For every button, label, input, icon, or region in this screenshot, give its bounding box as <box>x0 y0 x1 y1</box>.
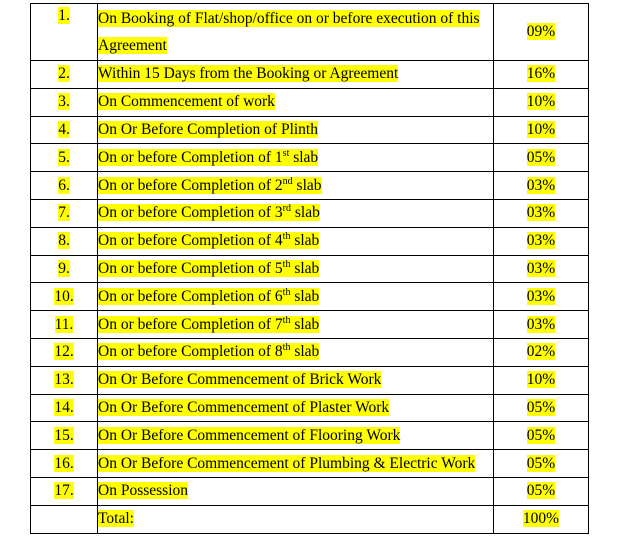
row-description <box>98 149 318 166</box>
row-description-cell <box>98 172 494 200</box>
row-percent-cell <box>494 255 589 283</box>
total-label-cell <box>98 505 494 533</box>
table-row <box>31 255 589 283</box>
row-percent: 10% <box>526 120 556 138</box>
payment-schedule-body <box>31 4 589 534</box>
row-number: 9. <box>58 259 70 277</box>
row-number-cell <box>31 172 98 200</box>
row-percent-cell <box>494 199 589 227</box>
row-description-cell <box>98 422 494 450</box>
table-row <box>31 366 589 394</box>
row-percent: 03% <box>526 259 556 277</box>
row-description-text: On or before Completion of 5 <box>98 259 283 277</box>
row-number: 13. <box>54 371 74 389</box>
row-description <box>98 343 319 360</box>
row-percent: 03% <box>526 232 556 250</box>
table-row <box>31 450 589 478</box>
row-percent: 10% <box>526 93 556 111</box>
row-number-cell <box>31 227 98 255</box>
table-row <box>31 227 589 255</box>
row-description-cell <box>98 283 494 311</box>
row-number-cell <box>31 61 98 89</box>
table-row <box>31 88 589 116</box>
row-number-cell <box>31 116 98 144</box>
row-percent: 16% <box>526 65 556 83</box>
row-number: 3. <box>58 93 70 111</box>
row-description <box>98 455 475 472</box>
row-description-cell <box>98 366 494 394</box>
table-row <box>31 283 589 311</box>
table-row <box>31 116 589 144</box>
row-number: 10. <box>54 287 74 305</box>
row-percent: 03% <box>526 204 556 222</box>
row-percent-cell <box>494 283 589 311</box>
row-description-suffix: slab <box>289 148 319 166</box>
row-description-suffix: slab <box>291 204 320 222</box>
table-row <box>31 422 589 450</box>
row-description-text: On Or Before Completion of Plinth <box>98 120 318 138</box>
row-number-cell <box>31 450 98 478</box>
row-number: 17. <box>54 482 74 500</box>
row-number-cell <box>31 4 98 61</box>
row-description-cell <box>98 4 494 61</box>
row-description <box>98 204 320 221</box>
table-row <box>31 4 589 61</box>
table-row <box>31 144 589 172</box>
row-percent-cell <box>494 144 589 172</box>
row-description-cell <box>98 477 494 505</box>
row-description-suffix: slab <box>290 343 320 361</box>
row-description <box>98 121 318 138</box>
row-number-cell <box>31 311 98 339</box>
total-percent: 100% <box>522 510 560 528</box>
row-percent: 10% <box>526 371 556 389</box>
row-description <box>98 288 319 305</box>
row-description-text: On Or Before Commencement of Brick Work <box>98 371 382 389</box>
row-description <box>98 177 322 194</box>
row-description-text: On Commencement of work <box>98 93 275 111</box>
row-percent-cell <box>494 450 589 478</box>
row-percent-cell <box>494 227 589 255</box>
row-description <box>98 10 480 54</box>
row-percent: 03% <box>526 315 556 333</box>
table-row <box>31 199 589 227</box>
row-percent-cell <box>494 394 589 422</box>
total-label: Total: <box>98 510 134 528</box>
row-number: 7. <box>58 204 70 222</box>
row-percent: 05% <box>526 454 556 472</box>
row-number: 15. <box>54 426 74 444</box>
row-percent: 05% <box>526 398 556 416</box>
row-description <box>98 65 398 82</box>
row-description-text: On Possession <box>98 482 189 500</box>
row-percent-cell <box>494 116 589 144</box>
row-description-text: On or before Completion of 8 <box>98 343 283 361</box>
row-percent-cell <box>494 61 589 89</box>
row-number: 1. <box>58 7 70 24</box>
row-number: 6. <box>58 176 70 194</box>
ordinal-suffix: th <box>282 314 291 326</box>
row-description-cell <box>98 61 494 89</box>
row-description-text: On or before Completion of 2 <box>98 176 283 194</box>
row-description-suffix: slab <box>290 232 320 250</box>
row-percent-cell <box>494 88 589 116</box>
payment-schedule-table <box>30 3 589 534</box>
row-percent: 05% <box>526 482 556 500</box>
row-description-cell <box>98 88 494 116</box>
row-percent-cell <box>494 4 589 61</box>
row-description-suffix: slab <box>292 176 322 194</box>
row-percent: 05% <box>526 426 556 444</box>
row-number: 16. <box>54 454 74 472</box>
row-number-cell <box>31 88 98 116</box>
row-number: 11. <box>54 315 74 333</box>
ordinal-suffix: st <box>282 147 290 159</box>
row-percent-cell <box>494 366 589 394</box>
row-description-text: On or before Completion of 4 <box>98 232 283 250</box>
row-description-text: On Or Before Commencement of Flooring Work <box>98 426 401 444</box>
row-description <box>98 482 188 499</box>
row-description-text: On Or Before Commencement of Plaster Work <box>98 398 390 416</box>
row-description-text: On or before Completion of 1 <box>98 148 283 166</box>
row-percent-cell <box>494 422 589 450</box>
row-number-cell <box>31 144 98 172</box>
row-percent: 09% <box>526 23 556 40</box>
row-number: 2. <box>58 65 70 83</box>
row-description-text: Within 15 Days from the Booking or Agreement <box>98 65 399 83</box>
row-description-cell <box>98 311 494 339</box>
row-number: 4. <box>58 120 70 138</box>
total-percent-cell <box>494 505 589 533</box>
ordinal-suffix: th <box>282 258 291 270</box>
row-number: 5. <box>58 148 70 166</box>
row-description <box>98 316 319 333</box>
ordinal-suffix: th <box>282 286 291 298</box>
table-row <box>31 311 589 339</box>
table-row <box>31 394 589 422</box>
row-description-text: On or before Completion of 6 <box>98 287 283 305</box>
row-description-suffix: slab <box>290 315 320 333</box>
row-description-text: On or before Completion of 7 <box>98 315 283 333</box>
row-number: 8. <box>58 232 70 250</box>
row-percent: 03% <box>526 176 556 194</box>
row-description <box>98 399 389 416</box>
row-description-cell <box>98 116 494 144</box>
table-row <box>31 172 589 200</box>
row-description <box>98 232 319 249</box>
row-number-cell <box>31 366 98 394</box>
row-description-suffix: slab <box>290 259 320 277</box>
table-row <box>31 338 589 366</box>
ordinal-suffix: nd <box>282 175 293 187</box>
row-description <box>98 427 400 444</box>
row-number: 12. <box>54 343 74 361</box>
row-percent: 03% <box>526 287 556 305</box>
row-description-cell <box>98 227 494 255</box>
row-number-cell <box>31 477 98 505</box>
row-description-text: On or before Completion of 3 <box>98 204 283 222</box>
row-percent-cell <box>494 477 589 505</box>
row-description-text: On Booking of Flat/shop/office on or before execution of this Agreement <box>98 10 480 54</box>
ordinal-suffix: th <box>282 342 291 354</box>
row-description-suffix: slab <box>290 287 320 305</box>
row-percent: 02% <box>526 343 556 361</box>
ordinal-suffix: th <box>282 231 291 243</box>
table-row <box>31 477 589 505</box>
row-percent-cell <box>494 338 589 366</box>
row-description-cell <box>98 394 494 422</box>
row-description-cell <box>98 199 494 227</box>
ordinal-suffix: rd <box>282 203 292 215</box>
row-number: 14. <box>54 398 74 416</box>
row-percent: 05% <box>526 148 556 166</box>
row-description-cell <box>98 144 494 172</box>
row-description-cell <box>98 255 494 283</box>
row-description-text: On Or Before Commencement of Plumbing & Electric Work <box>98 454 476 472</box>
row-description-cell <box>98 338 494 366</box>
row-number-cell <box>31 283 98 311</box>
row-number-cell <box>31 338 98 366</box>
total-row <box>31 505 589 533</box>
row-percent-cell <box>494 311 589 339</box>
row-number-cell <box>31 199 98 227</box>
row-percent-cell <box>494 172 589 200</box>
row-number-cell <box>31 255 98 283</box>
row-number-cell <box>31 394 98 422</box>
row-description <box>98 260 319 277</box>
table-row <box>31 61 589 89</box>
row-description <box>98 371 381 388</box>
row-number-cell <box>31 422 98 450</box>
row-description <box>98 93 275 110</box>
row-description-cell <box>98 450 494 478</box>
total-number-cell <box>31 505 98 533</box>
